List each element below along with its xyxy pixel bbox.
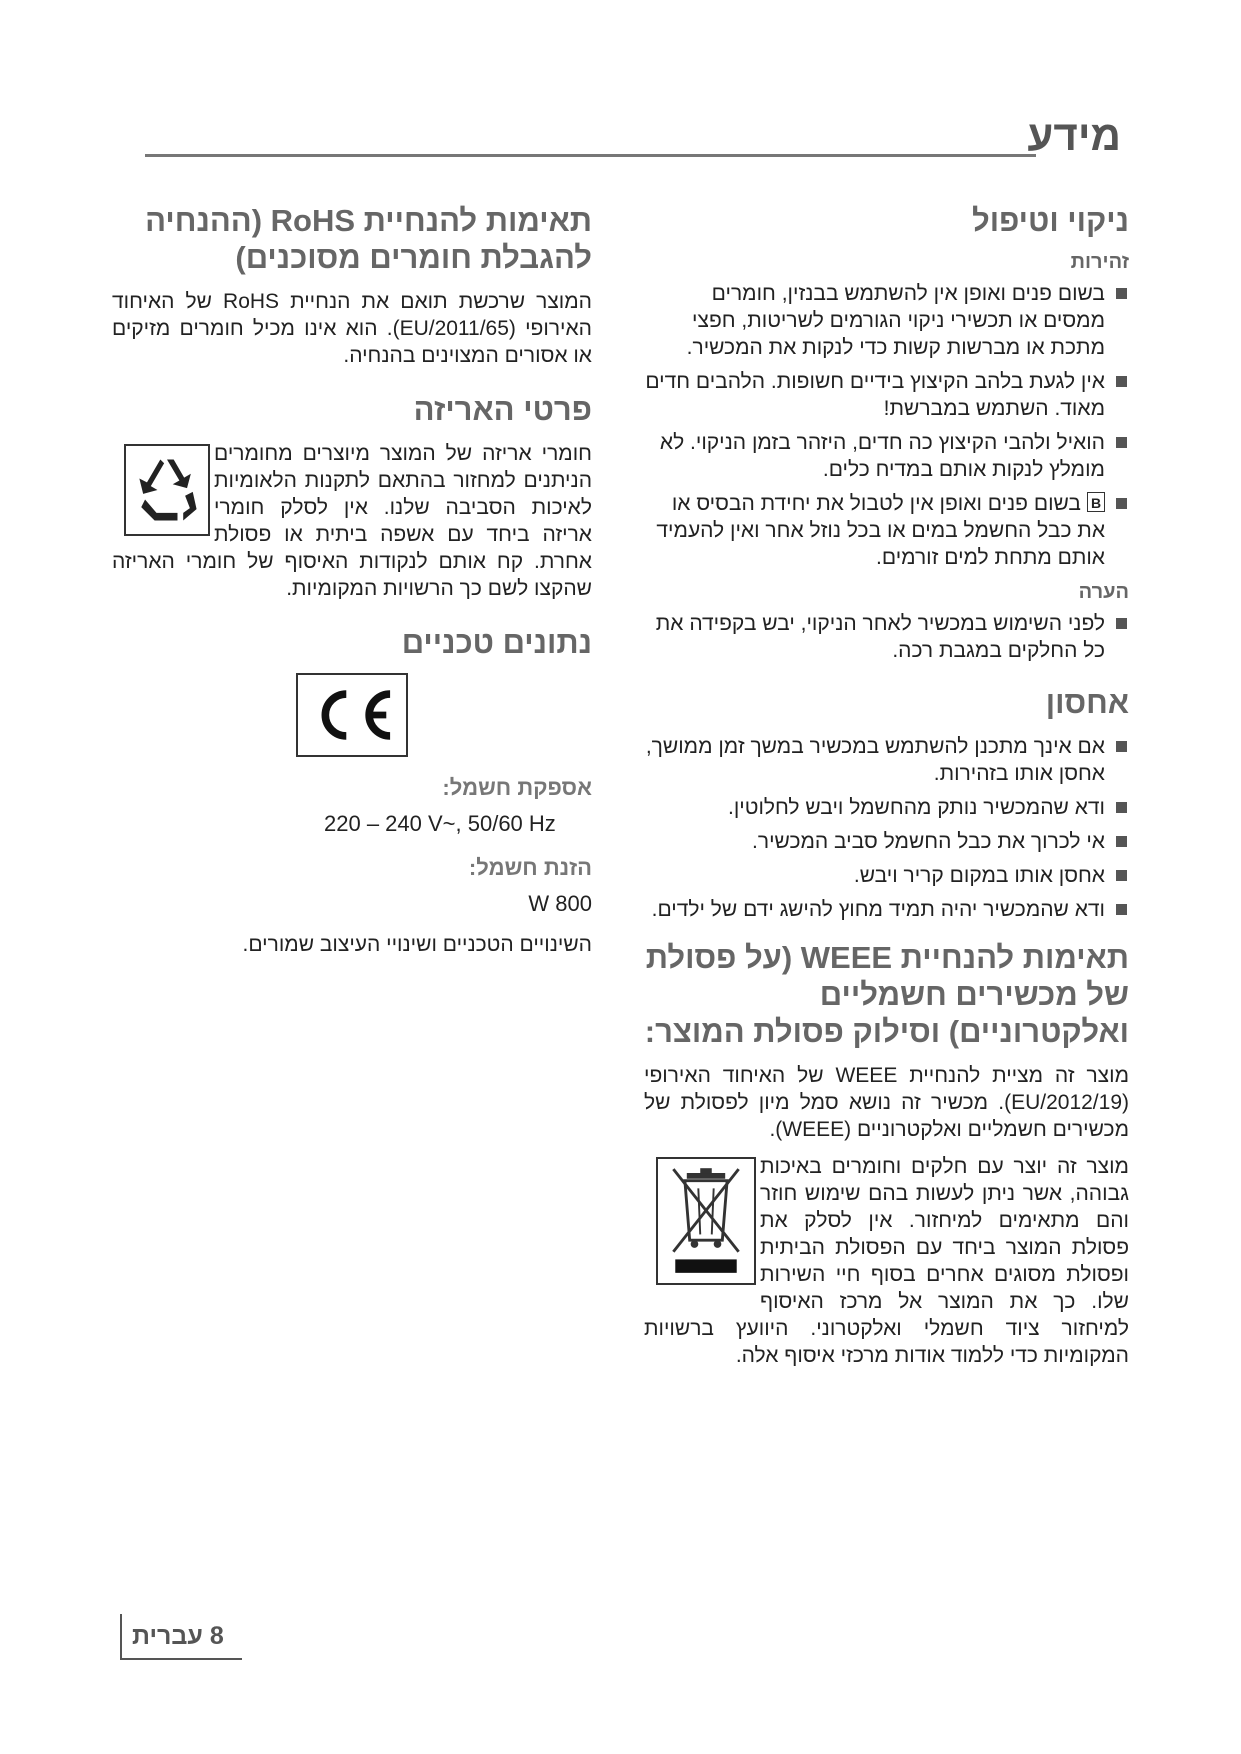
crossed-bin-icon [656,1157,756,1285]
note-label: הערה [1078,581,1129,603]
rohs-paragraph: המוצר שרכשת תואם את הנחיית RoHS של האיחוד האירופי (EU/2011/65). הוא אינו מכיל חומרים מזיקים או אסורים המצוינים בהנחיה. [112,290,592,367]
footer-language: עברית [132,1622,203,1650]
bullet-icon [1116,802,1127,813]
packaging-block [112,440,592,602]
rohs-heading: תאימות להנחיית RoHS (ההנחיה להגבלת חומרים מסוכנים) [145,203,592,275]
list-item: הואיל ולהבי הקיצוץ כה חדים, היזהר בזמן הניקוי. לא מומלץ לנקות אותם במדיח כלים. [644,429,1129,483]
list-item: Bבשום פנים ואופן אין לטבול את יחידת הבסיס או את כבל החשמל במים או בכל נוזל אחר ואין להעמיד אותם מתחת למים זורמים. [644,490,1129,571]
tech-heading: נתונים טכניים [401,625,592,660]
list-item: אין לגעת בלהב הקיצוץ בידיים חשופות. הלהבים חדים מאוד. השתמש במברשת! [644,368,1129,422]
power-supply-value: 220 – 240 V~, 50/60 Hz [324,811,556,836]
list-item: ודא שהמכשיר יהיה תמיד מחוץ להישג ידם של ילדים. [644,896,1129,923]
footer [132,1622,224,1651]
weee-block [644,1153,1129,1369]
base-unit-icon: B [1087,492,1105,512]
power-input-value: 800 W [528,891,592,916]
list-item: ודא שהמכשיר נותק מהחשמל ויבש לחלוטין. [644,794,1129,821]
recycle-icon [124,444,210,536]
cleaning-heading: ניקוי וטיפול [971,203,1129,238]
list-item: בשום פנים ואופן אין להשתמש בבנזין, חומרים ממסים או תכשירי ניקוי הגורמים לשריטות, חפצי מתכת או מברשות קשות כדי לנקות את המכשיר. [644,280,1129,361]
weee-recycling-text: מוצר זה יוצר עם חלקים וחומרים באיכות גבוהה, אשר ניתן לעשות בהם שימוש חוזר והם מתאימים למיחזור. אין לסלק את פסולת המוצר ביחד עם הפסולת הביתית ופסולת מסוגים אחרים בסוף חיי השירות שלו. כך את המוצר אל מרכז האיסוף למיחזור ציוד חשמלי ואלקטרוני. היוועץ ברשויות המקומיות כדי ללמוד אודות מרכזי איסוף אלה. [644,1155,1129,1367]
ce-mark-icon [296,673,408,757]
bullet-icon [1116,741,1127,752]
weee-paragraph: מוצר זה מציית להנחיית WEEE של האיחוד האירופי (EU/2012/19). מכשיר זה נושא סמל מיון לפסולת של מכשירים חשמליים ואלקטרוניים (WEEE). [644,1064,1130,1141]
left-column [112,202,592,968]
bullet-icon [1116,288,1127,299]
packaging-paragraph: חומרי אריזה של המוצר מיוצרים מחומרים הניתנים למחזור בהתאם לתקנות הלאומיות לאיכות הסביבה שלנו. אין לסלק חומרי אריזה ביחד עם אשפה ביתית או פסולת אחרת. קח אותם לנקודות האיסוף של חומרי האריזה שהקצו לשם כך הרשויות המקומיות. [112,442,592,600]
list-item: אם אינך מתכנן להשתמש במכשיר במשך זמן ממושך, אחסן אותו בזהירות. [644,733,1129,787]
bullet-icon [1116,376,1127,387]
page-title: מידע [1027,112,1121,159]
right-column [644,202,1129,1379]
weee-heading: תאימות להנחיית WEEE (על פסולת של מכשירים חשמליים ואלקטרוניים) וסילוק פסולת המוצר: [644,940,1129,1049]
power-supply-label: אספקת חשמל: [442,775,592,800]
list-item: אחסן אותו במקום קריר ויבש. [644,862,1129,889]
packaging-heading: פרטי האריזה [413,392,592,427]
power-input-label: הזנת חשמל: [468,855,592,880]
list-item: אי לכרוך את כבל החשמל סביב המכשיר. [644,828,1129,855]
bullet-icon [1116,618,1127,629]
page-number: 8 [209,1622,224,1650]
bullet-icon [1116,836,1127,847]
bullet-icon [1116,870,1127,881]
bullet-icon [1116,437,1127,448]
bullet-icon [1116,904,1127,915]
storage-list [644,733,1129,923]
caution-label: זהירות [1070,251,1129,273]
caution-list [644,280,1129,571]
disclaimer-text: השינויים הטכניים ושינויי העיצוב שמורים. [242,933,592,956]
bullet-icon [1116,498,1127,509]
note-list [644,610,1129,664]
list-item: לפני השימוש במכשיר לאחר הניקוי, יבש בקפידה את כל החלקים במגבת רכה. [644,610,1129,664]
title-divider [145,154,1036,157]
storage-heading: אחסון [1045,685,1129,720]
